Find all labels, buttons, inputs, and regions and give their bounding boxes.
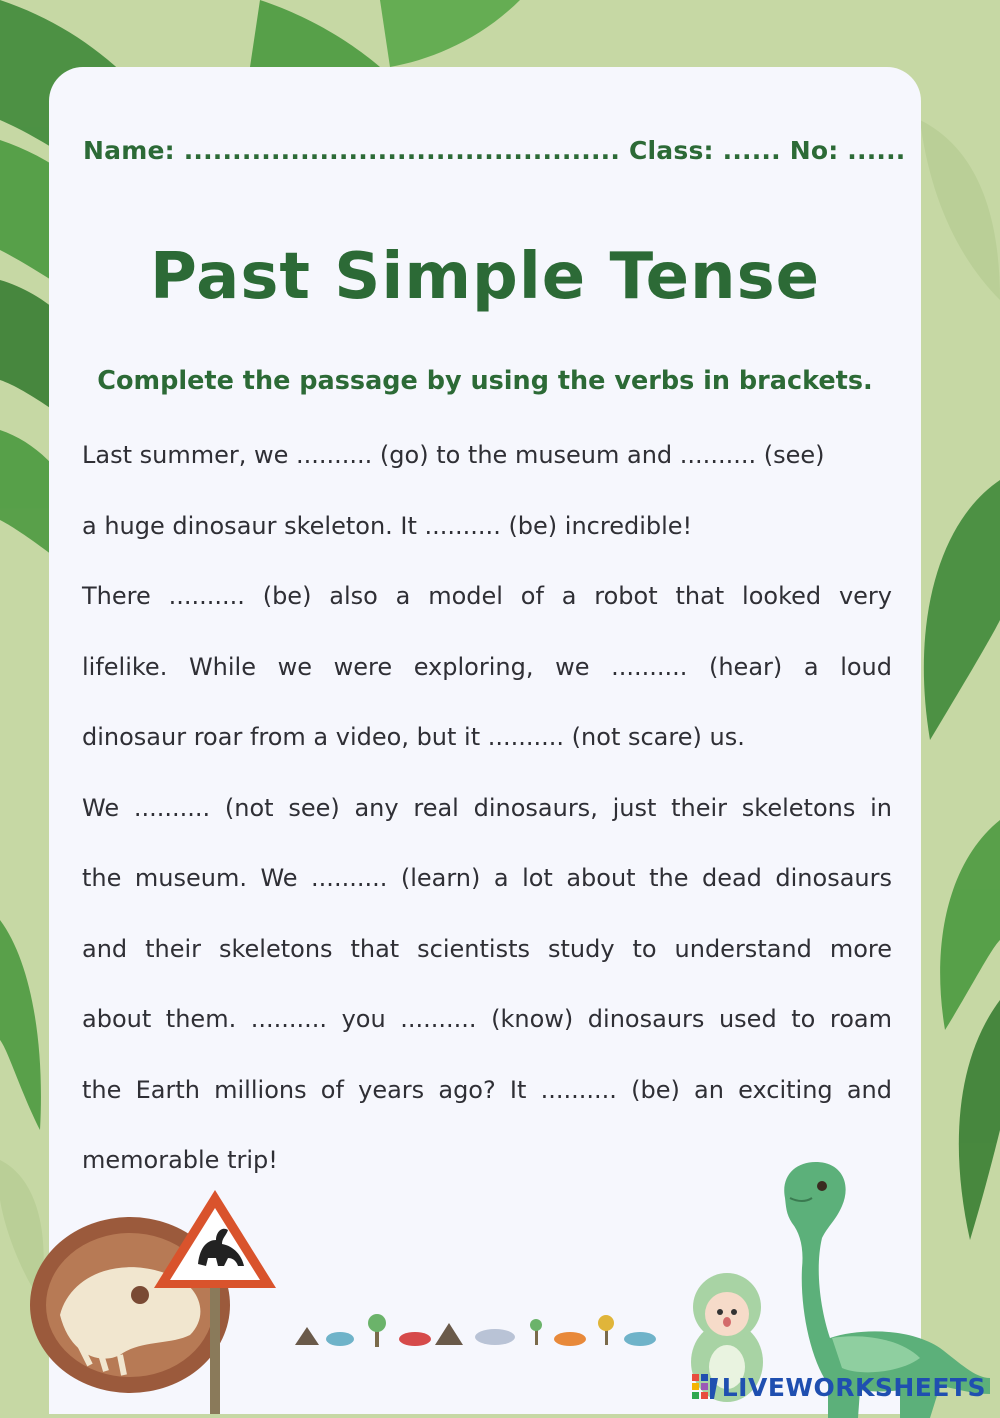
passage-line: We .......... (not see) any real dinosaurs, just their skeletons in: [82, 793, 892, 822]
instruction-text: Complete the passage by using the verbs in brackets.: [97, 366, 873, 396]
passage-line: about them. .......... you .......... (know) dinosaurs used to roam: [82, 1005, 892, 1033]
small-dinosaurs-row-decoration: [285, 1305, 705, 1355]
passage-line: dinosaur roar from a video, but it .......... (not scare) us.: [82, 723, 745, 751]
passage-line: There .......... (be) also a model of a robot that looked very: [82, 582, 892, 610]
passage-line: the museum. We .......... (learn) a lot about the dead dinosaurs: [82, 864, 892, 892]
liveworksheets-brand-text: LIVEWORKSHEETS: [721, 1372, 986, 1402]
passage-line: and their skeletons that scientists study to understand more: [82, 934, 892, 963]
passage-line: a huge dinosaur skeleton. It .......... (be) incredible!: [82, 511, 693, 540]
passage: [82, 420, 892, 1196]
dinosaur-warning-sign-icon: [150, 1184, 280, 1414]
student-info-line: Name: ............................................. Class: ...... No: ......: [83, 136, 906, 165]
passage-line: lifelike. While we were exploring, we .......... (hear) a loud: [82, 652, 892, 681]
page-title: Past Simple Tense: [149, 240, 821, 314]
passage-line: memorable trip!: [82, 1146, 278, 1174]
passage-line: Last summer, we .......... (go) to the museum and .......... (see): [82, 441, 825, 469]
liveworksheets-brand[interactable]: [692, 1370, 986, 1404]
liveworksheets-logo-icon: [692, 1372, 718, 1402]
passage-line: the Earth millions of years ago? It .......... (be) an exciting and: [82, 1075, 892, 1104]
